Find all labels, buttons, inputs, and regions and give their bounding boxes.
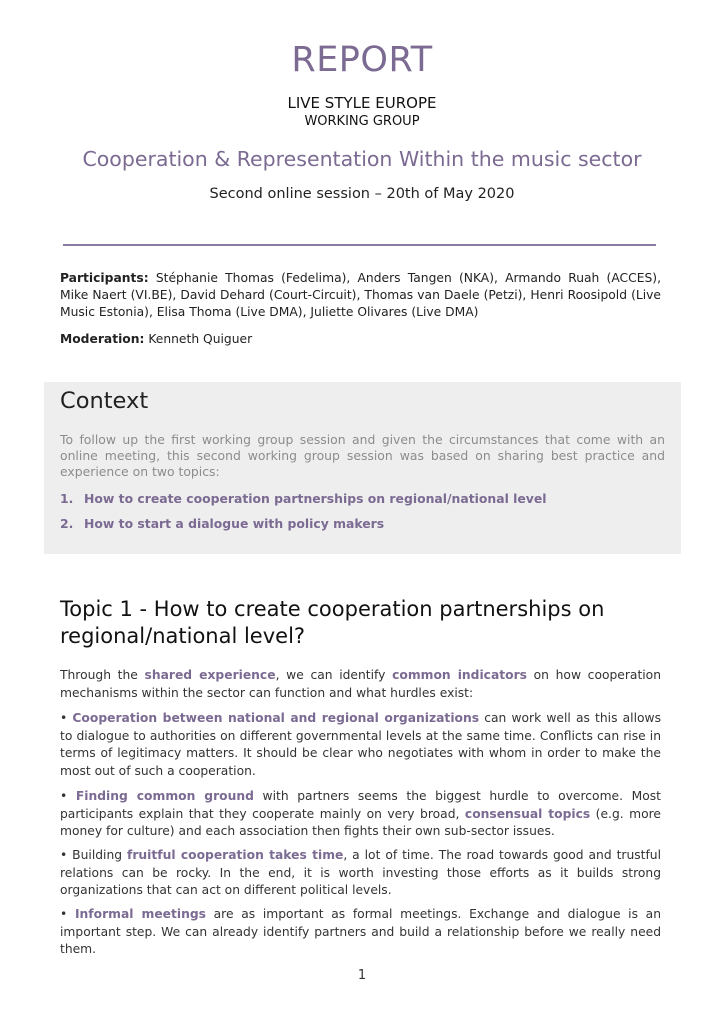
context-list-item bbox=[60, 516, 384, 532]
bullet-paragraph bbox=[60, 847, 661, 900]
list-item-label: How to start a dialogue with policy makers bbox=[84, 516, 385, 531]
moderation-label: Moderation: bbox=[60, 332, 145, 346]
highlight: common indicators bbox=[392, 668, 527, 682]
highlight: consensual topics bbox=[464, 806, 591, 821]
list-number: 1. bbox=[60, 491, 74, 506]
text-run: with partners seems the biggest hurdle to overcome. Most participants explain that they cooperate mainly on very broad, bbox=[60, 789, 661, 821]
text-run: , we can identify bbox=[275, 668, 393, 682]
page-number: 1 bbox=[357, 968, 367, 983]
header-divider bbox=[63, 244, 656, 246]
text-run: are as important as formal meetings. Exchange and dialogue is an important step. We can already identify partners and build a relationship before we really need them. bbox=[60, 907, 662, 956]
highlight: shared experience bbox=[144, 668, 276, 682]
text-run: , a lot of time. The road towards good and trustful relations can be rocky. In the end, it is worth investing those efforts as it builds strong organizations that can act on different political levels. bbox=[60, 848, 662, 897]
topic-1-intro bbox=[60, 667, 661, 702]
organization-name: LIVE STYLE EUROPE bbox=[287, 94, 437, 112]
bullet-marker: • Building bbox=[60, 848, 127, 862]
list-item-label: How to create cooperation partnerships on regional/national level bbox=[84, 491, 547, 506]
participants-list: Stéphanie Thomas (Fedelima), Anders Tangen (NKA), Armando Ruah (ACCES), Mike Naert (VI.BE), David Dehard (Court-Circuit), Thomas van Daele (Petzi), Henri Roosipold (Live Music Estonia), Elisa Thoma (Live DMA), Juliette Olivares (Live DMA) bbox=[60, 271, 661, 319]
text-run: can work well as this allows to dialogue to authorities on different governmental levels at the same time. Conflicts can rise in terms of legitimacy matters. It should be clear who negotiates with whom in order to make the most out of such a cooperation. bbox=[60, 711, 661, 778]
context-list-item bbox=[60, 491, 547, 507]
participants-paragraph bbox=[60, 270, 661, 321]
working-group-label: WORKING GROUP bbox=[304, 114, 420, 129]
context-text: To follow up the first working group session and given the circumstances that come with an online meeting, this second working group session was based on sharing best practice and experience on two topics: bbox=[60, 432, 665, 479]
moderator-name: Kenneth Quiguer bbox=[148, 332, 253, 346]
moderation-paragraph bbox=[60, 331, 661, 348]
session-info: Second online session – 20th of May 2020 bbox=[209, 186, 515, 202]
text-run: (e.g. more money for culture) and each association then fights their own sub-sector issues. bbox=[60, 806, 661, 838]
context-heading: Context bbox=[60, 388, 149, 414]
bullet-marker: • bbox=[60, 711, 73, 725]
highlight: Finding common ground bbox=[75, 789, 254, 803]
highlight: fruitful cooperation takes time bbox=[126, 848, 344, 862]
text-run: Through the bbox=[60, 668, 145, 682]
bullet-paragraph bbox=[60, 906, 661, 959]
bullet-paragraph bbox=[60, 710, 661, 780]
list-number: 2. bbox=[60, 516, 74, 531]
report-title: REPORT bbox=[291, 40, 433, 80]
report-subtitle: Cooperation & Representation Within the music sector bbox=[82, 147, 642, 171]
bullet-paragraph bbox=[60, 788, 661, 841]
participants-label: Participants: bbox=[60, 271, 149, 285]
bullet-marker: • bbox=[60, 789, 76, 803]
text-run: on how cooperation mechanisms within the sector can function and what hurdles exist: bbox=[60, 668, 662, 700]
context-box bbox=[44, 382, 681, 554]
highlight: Cooperation between national and regional organizations bbox=[72, 711, 480, 725]
topic-1-heading: Topic 1 - How to create cooperation partnerships on regional/national level? bbox=[60, 597, 605, 648]
bullet-marker: • bbox=[60, 907, 75, 921]
highlight: Informal meetings bbox=[74, 907, 206, 921]
